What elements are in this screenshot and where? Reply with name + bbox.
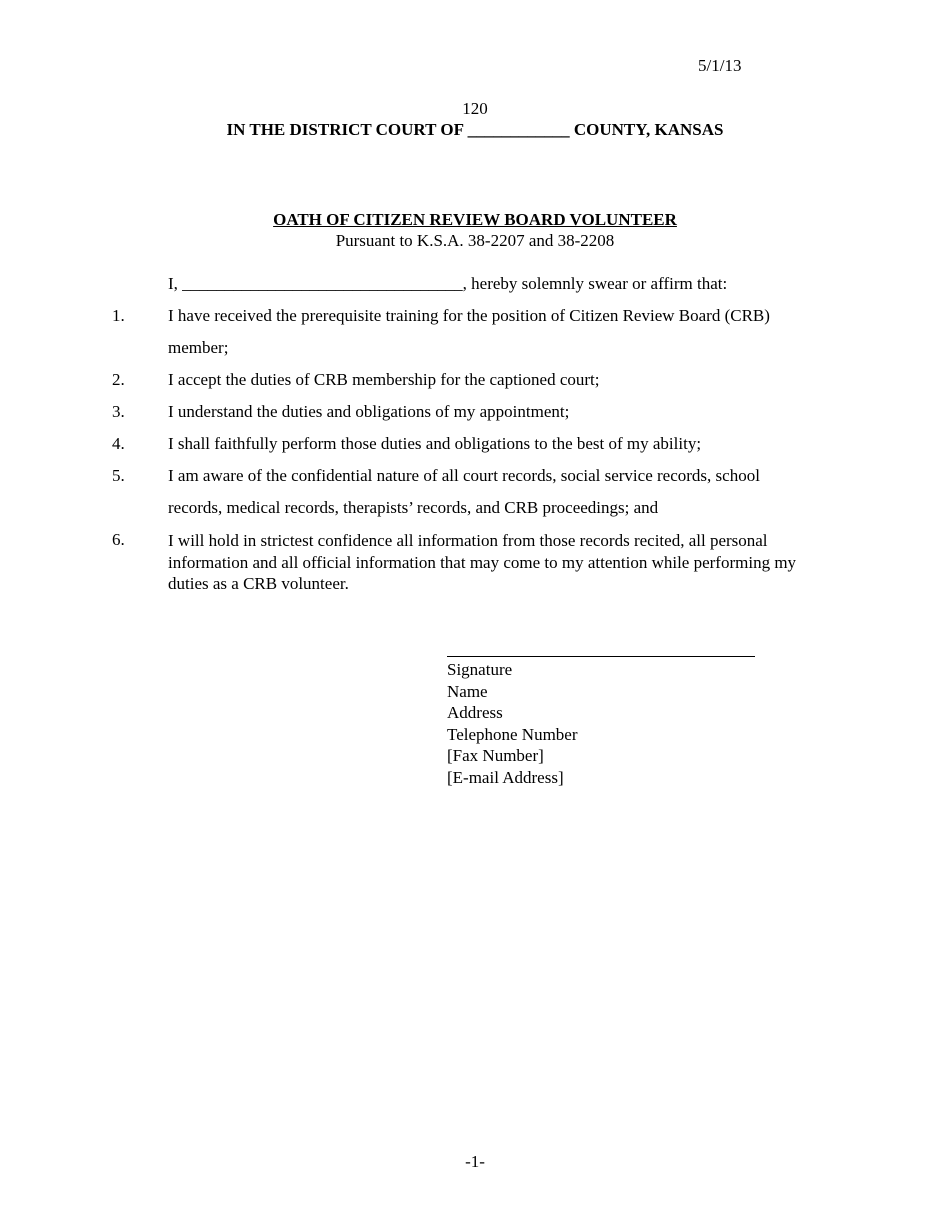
item-text-line: I have received the prerequisite training for the position of Citizen Review Board (CRB) [168,306,770,325]
document-date: 5/1/13 [698,56,742,75]
email-label: [E-mail Address] [447,767,564,787]
item-text-line: records, medical records, therapists’ records, and CRB proceedings; and [168,498,659,517]
court-caption: IN THE DISTRICT COURT OF ____________ COUNTY, KANSAS [226,120,724,139]
signature-line[interactable] [447,656,755,657]
item-text-line: I am aware of the confidential nature of all court records, social service records, school [168,466,760,485]
page-number: -1- [465,1152,485,1171]
item-number: 1. [112,306,125,325]
item-text-line: I accept the duties of CRB membership for the captioned court; [168,370,600,389]
item-text-line: member; [168,338,229,357]
form-number: 120 [462,99,488,118]
document-subtitle: Pursuant to K.S.A. 38-2207 and 38-2208 [335,231,615,250]
item-text-line: I understand the duties and obligations of my appointment; [168,402,570,421]
oath-intro: I, _________________________________, hereby solemnly swear or affirm that: [168,274,728,293]
address-label: Address [447,703,503,722]
item-number: 4. [112,434,125,453]
signature-label: Signature [447,660,513,679]
telephone-label: Telephone Number [447,724,578,744]
signature-block [447,659,578,788]
item-number: 2. [112,370,125,389]
name-label: Name [447,681,488,701]
item-number: 6. [112,530,125,549]
item-number: 3. [112,402,125,421]
fax-label: [Fax Number] [447,746,544,765]
document-title: OATH OF CITIZEN REVIEW BOARD VOLUNTEER [273,210,677,229]
item-number: 5. [112,466,125,485]
item-text-line: I shall faithfully perform those duties and obligations to the best of my ability; [168,434,702,453]
item-text: I will hold in strictest confidence all information from those records recited, all personal information and all official information that may come to my attention while performing my duties as a CRB volunteer. [168,531,797,593]
